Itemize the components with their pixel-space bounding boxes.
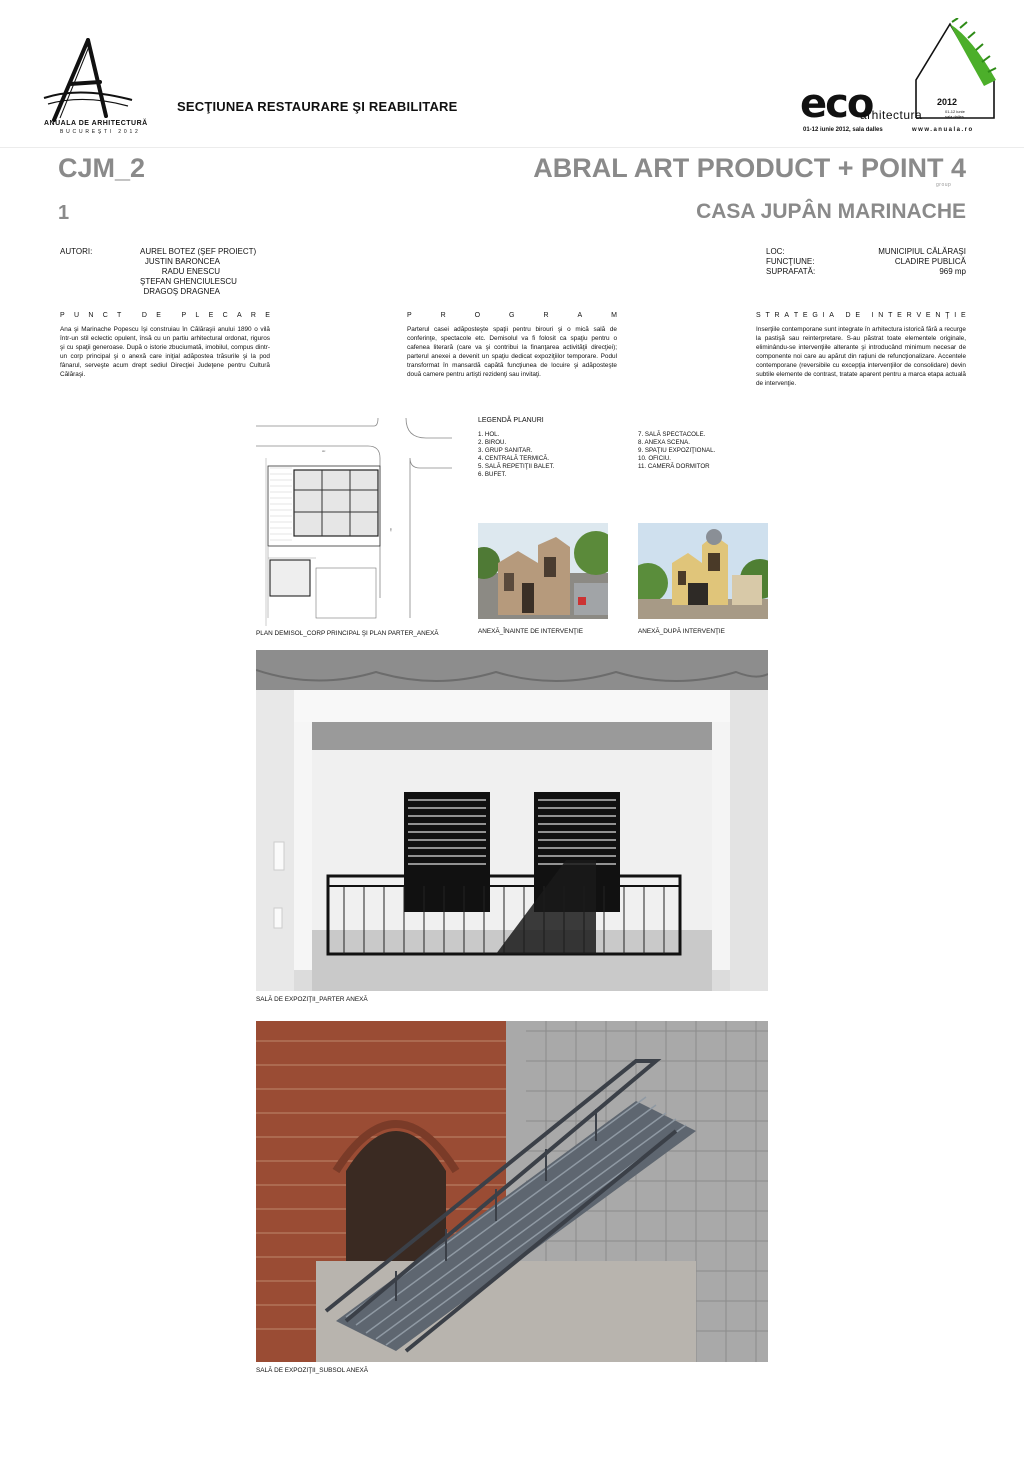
heading-letter: [839, 312, 841, 319]
info-label: SUPRAFATĂ:: [766, 267, 816, 276]
heading-letter: E: [855, 312, 860, 319]
legend-item: 8. ANEXA SCENA.: [638, 439, 690, 446]
anuala-logo-icon: [40, 38, 136, 122]
heading-letter: S: [756, 312, 761, 319]
legend-column-1: [478, 431, 554, 479]
photo-before: [478, 523, 608, 619]
legend-column-2: [638, 431, 715, 471]
before-caption: ANEXĂ_ÎNAINTE DE INTERVENŢIE: [478, 628, 583, 635]
heading-letter: G: [812, 312, 818, 319]
heading-letter: I: [871, 312, 874, 319]
column-heading: [756, 312, 966, 319]
heading-letter: N: [88, 312, 94, 319]
after-caption: ANEXĂ_DUPĂ INTERVENŢIE: [638, 628, 725, 635]
legend-item: 6. BUFET.: [478, 471, 507, 478]
column-text: Ana şi Marinache Popescu îşi construiau în Călăraşii anului 1890 o vilă într-un stil eclectic opulent, însă cu un partiu arhitectural ordonat, riguros şi cu spaţii generoase. După o istorie zbuciumată, imobilul, compus dintr-un corp principal şi o anexă care iniţial adăpostea trăsurile şi la pod fânarul, serveşte acum drept sediul Direcţiei Judeţene pentru Cultură Călăraşi.: [60, 326, 270, 378]
legend-item: 2. BIROU.: [478, 439, 507, 446]
eco-word: eco: [800, 81, 873, 127]
header-divider: [0, 147, 1024, 148]
info-label: LOC:: [766, 247, 785, 256]
logo-line1: ANUALA DE ARHITECTURĂ: [44, 120, 148, 127]
legend-item: 7. SALĂ SPECTACOLE.: [638, 431, 706, 438]
firm-name: ABRAL ART PRODUCT + POINT 4: [533, 153, 966, 183]
heading-letter: O: [474, 312, 481, 319]
board-number: 1: [58, 202, 70, 224]
legend-item: 5. SALĂ REPETIŢII BALET.: [478, 463, 555, 470]
heading-letter: R: [250, 312, 256, 319]
info-value: 969 mp: [939, 267, 966, 276]
heading-letter: R: [543, 312, 549, 319]
legend-item: 9. SPAŢIU EXPOZIŢIONAL.: [638, 447, 716, 454]
photo-exhibition-basement: [256, 1021, 768, 1362]
eco-house-icon: [912, 18, 998, 123]
legend-item: 10. OFICIU.: [638, 455, 672, 462]
photo2-caption: SALĂ DE EXPOZIŢII_SUBSOL ANEXĂ: [256, 1367, 368, 1374]
heading-letter: R: [906, 312, 912, 319]
heading-letter: G: [509, 312, 515, 319]
legend-item: 4. CENTRALĂ TERMICĂ.: [478, 455, 550, 462]
authors-list: [140, 247, 257, 297]
project-title: CASA JUPÂN MARINACHE: [696, 200, 966, 223]
eco-date: 01-12 iunie 2012, sala dalles: [803, 127, 883, 133]
heading-letter: A: [577, 312, 583, 319]
column-text: Inserţiile contemporane sunt integrate în arhitectura istorică fără a recurge la pastişă sau reinterpretare. S-au păstrat toate elementele originale, eliminându-se intervenţiile alterante şi introducând minimum necesar de componente noi care au apărut din raţiuni de refuncţionalizare. Accentele contemporane (reversibile cu excepţia intervenţiilor de consolidare) devin subtile elemente de contrast, tratate aparent pentru a marca etapa actuală de intervenţie.: [756, 326, 966, 387]
heading-letter: A: [784, 312, 790, 319]
heading-letter: [170, 312, 172, 319]
info-value: MUNICIPIUL CĂLĂRAŞI: [878, 247, 966, 256]
photo-exhibition-ground-floor: [256, 650, 768, 991]
eco-small: 01-12 iunie sala dalles: [945, 109, 965, 119]
section-title: SECŢIUNEA RESTAURARE ŞI REABILITARE: [177, 99, 458, 114]
heading-letter: [131, 312, 133, 319]
heading-letter: C: [102, 312, 108, 319]
heading-letter: I: [822, 312, 825, 319]
heading-letter: P: [181, 312, 187, 319]
heading-letter: E: [156, 312, 161, 319]
info-label: FUNCŢIUNE:: [766, 257, 815, 266]
heading-letter: E: [265, 312, 270, 319]
info-labels: [766, 247, 815, 277]
heading-letter: T: [888, 312, 893, 319]
heading-letter: E: [897, 312, 902, 319]
column-heading: [407, 312, 617, 319]
authors-label: AUTORI:: [60, 247, 93, 256]
heading-letter: R: [774, 312, 780, 319]
svg-text:str.: str.: [389, 528, 393, 533]
heading-letter: N: [935, 312, 941, 319]
logo-line2: BUCUREŞTI 2012: [60, 129, 141, 135]
author-name: RADU ENESCU: [161, 267, 220, 276]
heading-letter: M: [611, 312, 617, 319]
eco-sub: arhitectura: [860, 108, 923, 122]
heading-letter: P: [60, 312, 65, 319]
legend-title: LEGENDĂ PLANURI: [478, 417, 544, 424]
svg-text:str.: str.: [322, 449, 327, 453]
heading-letter: [865, 312, 867, 319]
heading-letter: T: [765, 312, 770, 319]
photo-after: [638, 523, 768, 619]
author-name: ŞTEFAN GHENCIULESCU: [140, 277, 237, 286]
column-text: Parterul casei adăposteşte spaţii pentru birouri şi o mică sală de conferinţe, spectacole etc. Demisolul va fi folosit ca spaţiu pentru o cafenea literară (care va şi contribui la finanţarea activităţii direcţiei); parterul anexei a devenit un spaţiu dedicat expoziţiilor temporare. Podul transformat în mansardă capătă funcţiunea de locuire şi adăposteşte două camere pentru artişti rezidenţi sau invitaţi.: [407, 326, 617, 378]
legend-item: 3. GRUP SANITAR.: [478, 447, 533, 454]
column-heading: [60, 312, 270, 319]
heading-letter: A: [829, 312, 834, 319]
heading-letter: C: [222, 312, 228, 319]
heading-letter: D: [141, 312, 147, 319]
heading-letter: R: [440, 312, 446, 319]
heading-letter: E: [925, 312, 931, 319]
author-name: DRAGOŞ DRAGNEA: [143, 287, 220, 296]
heading-letter: U: [73, 312, 80, 319]
author-name: AUREL BOTEZ (ŞEF PROIECT): [140, 247, 257, 256]
photo1-caption: SALĂ DE EXPOZIŢII_PARTER ANEXĂ: [256, 996, 368, 1003]
legend-item: 1. HOL.: [478, 431, 500, 438]
heading-letter: V: [916, 312, 922, 319]
heading-letter: D: [845, 312, 851, 319]
heading-letter: P: [407, 312, 412, 319]
info-value: CLADIRE PUBLICĂ: [894, 257, 966, 266]
plan-caption: PLAN DEMISOL_CORP PRINCIPAL ŞI PLAN PARTER_ANEXĂ: [256, 630, 439, 637]
heading-letter: I: [954, 312, 957, 319]
info-values: [878, 247, 966, 277]
site-plan-drawing: [256, 418, 452, 626]
heading-letter: N: [878, 312, 884, 319]
heading-letter: E: [208, 312, 214, 319]
eco-year: 2012: [937, 97, 958, 107]
heading-letter: T: [117, 312, 122, 319]
legend-item: 11. CAMERĂ DORMITOR: [638, 463, 710, 470]
heading-letter: E: [802, 312, 808, 319]
author-name: JUSTIN BARONCEA: [144, 257, 220, 266]
heading-letter: T: [793, 312, 799, 319]
heading-letter: Ţ: [945, 312, 950, 319]
heading-letter: A: [236, 312, 242, 319]
project-code: CJM_2: [58, 153, 146, 183]
firm-group: group: [936, 182, 952, 188]
heading-letter: L: [195, 312, 200, 319]
eco-url: www.anuala.ro: [912, 127, 974, 133]
heading-letter: E: [961, 312, 966, 319]
